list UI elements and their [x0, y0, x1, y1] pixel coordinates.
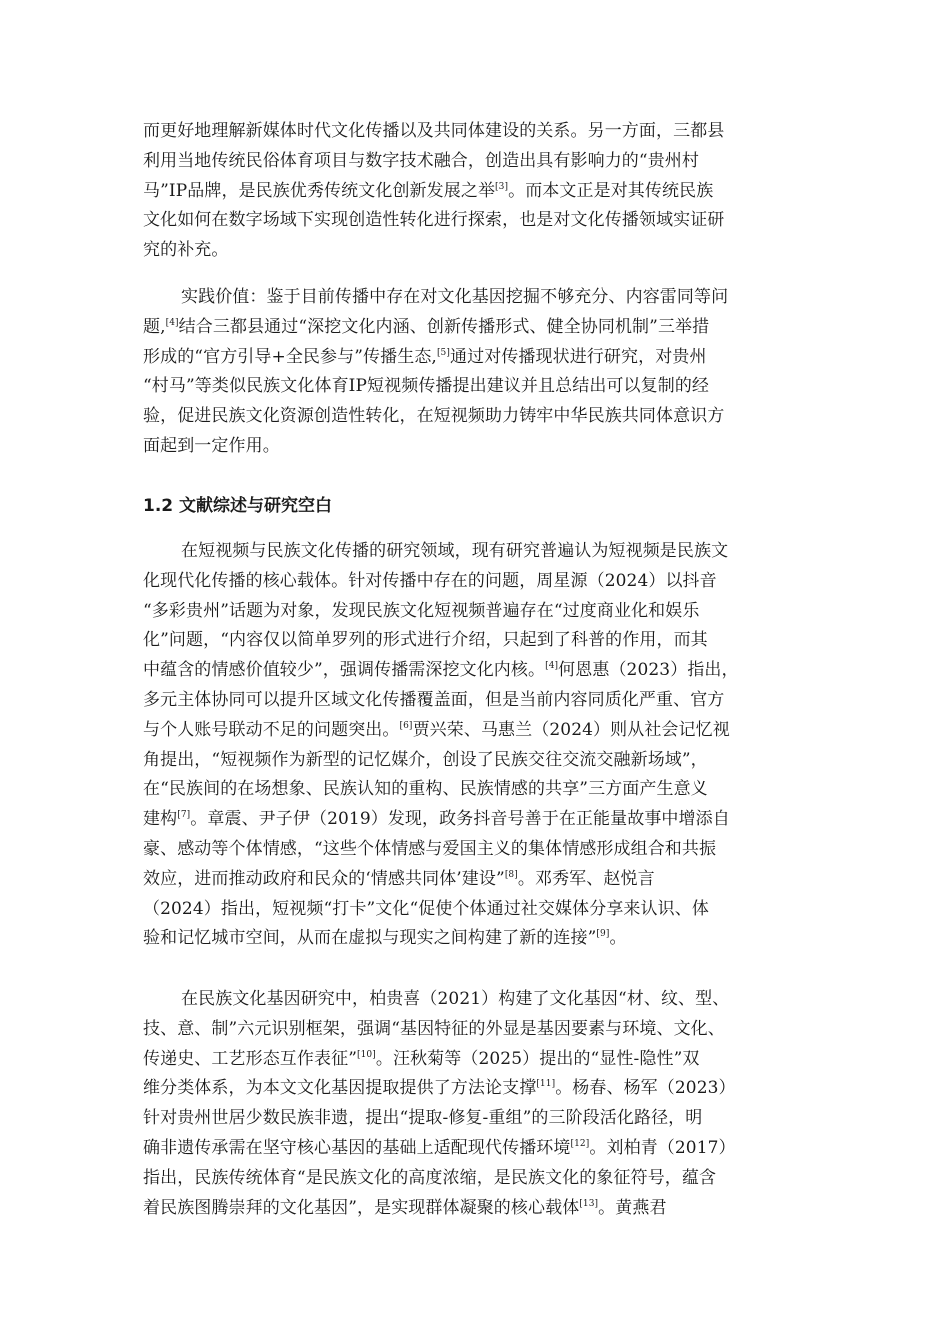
text-segment: 题, — [143, 316, 166, 337]
text-line: “多彩贵州”话题为对象，发现民族文化短视频普遍存在“过度商业化和娱乐 — [143, 600, 700, 621]
text-segment: 。黄燕君 — [598, 1197, 667, 1218]
text-line: 化”问题，“内容仅以简单罗列的形式进行介绍，只起到了科普的作用，而其 — [143, 630, 708, 651]
citation-ref: [9] — [596, 929, 610, 940]
citation-ref: [13] — [579, 1198, 599, 1209]
text-segment: 效应，进而推动政府和民众的‘情感共同体’建设” — [143, 868, 505, 889]
paragraph-literature-short-video — [143, 537, 813, 954]
text-segment: 。而本文正是对其传统民族 — [508, 180, 714, 201]
text-line — [143, 865, 813, 895]
text-segment: 传递史、工艺形态互作表征” — [143, 1048, 357, 1069]
text-line: 面起到一定作用。 — [143, 435, 280, 456]
text-line — [143, 656, 813, 686]
citation-ref: [6] — [399, 720, 413, 731]
text-segment: 形成的“官方引导+全民参与”传播生态, — [143, 346, 437, 367]
paragraph-text — [143, 283, 813, 462]
citation-ref: [11] — [536, 1079, 556, 1090]
citation-ref: [7] — [177, 810, 191, 821]
text-line: 技、意、制”六元识别框架，强调“基因特征的外显是基因要素与环境、文化、 — [143, 1018, 725, 1039]
text-line: 化现代化传播的核心载体。针对传播中存在的问题，周星源（2024）以抖音 — [143, 570, 717, 591]
text-segment: 与个人账号联动不足的问题突出。 — [143, 719, 400, 740]
text-segment: 。杨春、杨军（2023） — [555, 1078, 736, 1099]
text-line — [143, 1045, 813, 1075]
text-line — [143, 1074, 813, 1104]
citation-ref: [8] — [504, 869, 518, 880]
text-segment: 验和记忆城市空间，从而在虚拟与现实之间构建了新的连接” — [143, 928, 597, 949]
text-line — [143, 805, 813, 835]
text-line: 豪、感动等个体情感，“这些个体情感与爱国主义的集体情感形成组合和共振 — [143, 838, 717, 859]
text-line: 究的补充。 — [143, 240, 229, 261]
text-line — [143, 716, 813, 746]
text-segment: 确非遗传承需在坚守核心基因的基础上适配现代传播环境 — [143, 1137, 571, 1158]
text-segment: 着民族图腾崇拜的文化基因”，是实现群体凝聚的核心载体 — [143, 1197, 580, 1218]
text-segment: 。章震、尹子伊（2019）发现，政务抖音号善于在正能量故事中增添自 — [190, 809, 730, 830]
text-line: 多元主体协同可以提升区域文化传播覆盖面，但是当前内容同质化严重、官方 — [143, 689, 725, 710]
text-line: “村马”等类似民族文化体育IP短视频传播提出建议并且总结出可以复制的经 — [143, 376, 710, 397]
text-segment: 。刘柏青（2017） — [589, 1137, 736, 1158]
text-segment: 何恩惠（2023）指出， — [558, 660, 739, 681]
text-line: 实践价值：鉴于目前传播中存在对文化基因挖掘不够充分、内容雷同等问 — [181, 287, 729, 307]
text-segment: 建构 — [143, 809, 178, 830]
paragraph-practical-value — [143, 283, 813, 462]
text-segment: 通过对传播现状进行研究，对贵州 — [450, 346, 707, 367]
citation-ref: [5] — [436, 347, 450, 358]
text-segment: 。汪秋菊等（2025）提出的“显性-隐性”双 — [375, 1048, 700, 1069]
text-line: 文化如何在数字场域下实现创造性转化进行探索，也是对文化传播领域实证研 — [143, 210, 725, 231]
paragraph-research-significance — [143, 117, 813, 266]
text-line: 在民族文化基因研究中，柏贵喜（2021）构建了文化基因“材、纹、型、 — [181, 989, 730, 1009]
section-heading: 1.2 文献综述与研究空白 — [143, 496, 333, 516]
citation-ref: [10] — [357, 1049, 376, 1060]
text-line — [143, 313, 813, 343]
paragraph-text — [143, 985, 813, 1223]
text-line: 利用当地传统民俗体育项目与数字技术融合，创造出具有影响力的“贵州村 — [143, 150, 699, 171]
text-segment: 。 — [609, 928, 627, 949]
text-segment: 中蕴含的情感价值较少”，强调传播需深挖文化内核。 — [143, 660, 546, 681]
text-segment: 针对贵州世居少数民族非遗，提出“提取-修复-重组”的三阶段活化路径，明 — [143, 1108, 703, 1129]
text-line — [143, 177, 813, 207]
text-line: 在短视频与民族文化传播的研究领域，现有研究普遍认为短视频是民族文 — [181, 541, 729, 561]
paragraph-text — [143, 117, 813, 266]
paragraph-literature-cultural-gene — [143, 985, 813, 1223]
text-line: 指出，民族传统体育“是民族文化的高度浓缩，是民族文化的象征符号，蕴含 — [143, 1167, 717, 1188]
text-line: 在“民族间的在场想象、民族认知的重构、民族情感的共享”三方面产生意义 — [143, 779, 708, 800]
text-line — [143, 1134, 813, 1164]
citation-ref: [3] — [495, 181, 509, 192]
text-line — [143, 343, 813, 373]
citation-ref: [12] — [570, 1138, 590, 1149]
text-line — [143, 1194, 813, 1224]
text-line: 而更好地理解新媒体时代文化传播以及共同体建设的关系。另一方面，三都县 — [143, 121, 725, 141]
text-line — [143, 924, 813, 954]
text-line: 角提出，“短视频作为新型的记忆媒介，创设了民族交往交流交融新场域”， — [143, 749, 708, 770]
text-segment: 。邓秀军、赵悦言 — [517, 868, 655, 889]
text-segment: 结合三都县通过“深挖文化内涵、创新传播形式、健全协同机制”三举措 — [178, 316, 710, 337]
citation-ref: [4] — [165, 317, 179, 328]
text-line: （2024）指出，短视频“打卡”文化“促使个体通过社交媒体分享来认识、体 — [143, 898, 709, 919]
text-line: 验，促进民族文化资源创造性转化，在短视频助力铸牢中华民族共同体意识方 — [143, 406, 725, 427]
paragraph-text — [143, 537, 813, 954]
text-line — [143, 1104, 813, 1134]
text-segment: 维分类体系，为本文文化基因提取提供了方法论支撑 — [143, 1078, 537, 1099]
citation-ref: [4] — [545, 661, 559, 672]
text-segment: 马”IP品牌，是民族优秀传统文化创新发展之举 — [143, 180, 496, 201]
text-segment: 贾兴荣、马惠兰（2024）则从社会记忆视 — [412, 719, 730, 740]
